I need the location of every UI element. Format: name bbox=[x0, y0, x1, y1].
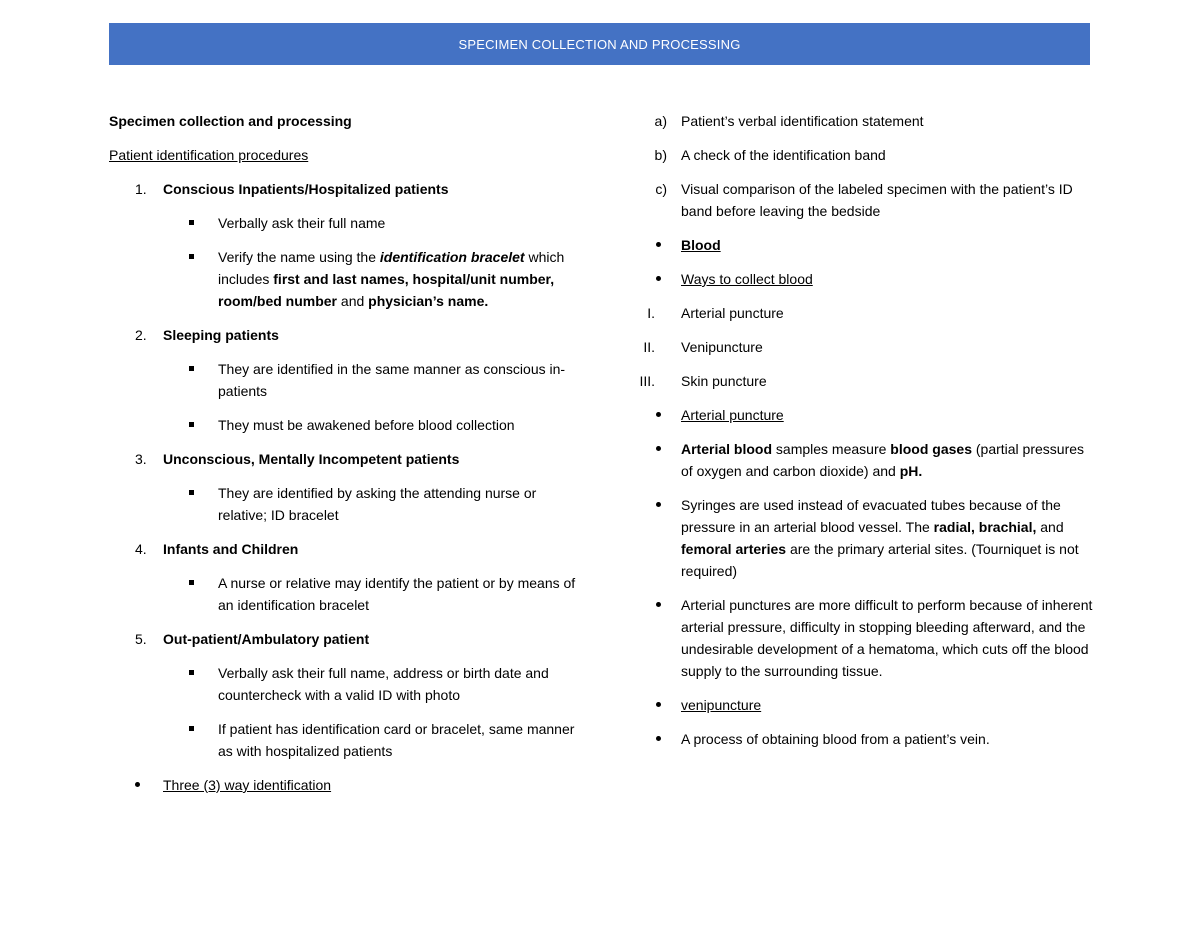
roman-text: Venipuncture bbox=[681, 339, 763, 355]
item-title: Sleeping patients bbox=[163, 327, 279, 343]
square-bullet-icon bbox=[109, 662, 218, 706]
bullet-item bbox=[109, 572, 589, 616]
bullet-item bbox=[109, 358, 589, 402]
item-number: 2. bbox=[135, 327, 147, 343]
page-heading: Specimen collection and processing bbox=[109, 113, 352, 129]
numbered-item bbox=[109, 628, 589, 650]
round-bullet-icon bbox=[620, 728, 681, 750]
lettered-text: Patient’s verbal identification statement bbox=[681, 113, 924, 129]
bullet-item bbox=[620, 694, 1095, 716]
bullet-text: A nurse or relative may identify the patient or by means of an identification bracelet bbox=[218, 575, 576, 613]
roman-numeral: III. bbox=[639, 373, 655, 389]
item-title: Infants and Children bbox=[163, 541, 299, 557]
ways-heading: Ways to collect blood bbox=[681, 271, 813, 287]
roman-text: Skin puncture bbox=[681, 373, 767, 389]
roman-item bbox=[620, 370, 1095, 392]
item-number: 4. bbox=[135, 541, 147, 557]
numbered-item bbox=[109, 538, 589, 560]
item-number: 5. bbox=[135, 631, 147, 647]
item-title: Conscious Inpatients/Hospitalized patients bbox=[163, 181, 449, 197]
bullet-text: A process of obtaining blood from a patient’s vein. bbox=[681, 731, 990, 747]
bullet-item bbox=[109, 774, 589, 796]
lettered-text: Visual comparison of the labeled specimen with the patient’s ID band before leaving the bedside bbox=[681, 181, 1073, 219]
square-bullet-icon bbox=[109, 212, 218, 234]
numbered-item bbox=[109, 448, 589, 470]
bullet-text: Verbally ask their full name bbox=[218, 215, 386, 231]
left-column bbox=[109, 110, 589, 808]
item-title: Unconscious, Mentally Incompetent patients bbox=[163, 451, 460, 467]
bullet-text: They must be awakened before blood collection bbox=[218, 417, 515, 433]
round-bullet-icon bbox=[620, 494, 681, 582]
item-title: Out-patient/Ambulatory patient bbox=[163, 631, 370, 647]
roman-numeral: II. bbox=[643, 339, 655, 355]
bullet-item bbox=[620, 728, 1095, 750]
square-bullet-icon bbox=[109, 414, 218, 436]
document-title: SPECIMEN COLLECTION AND PROCESSING bbox=[458, 36, 741, 52]
bullet-text: Verify the name using the identification bracelet which includes first and last names, hospital/unit number, room/bed number and physician’s name. bbox=[218, 249, 565, 309]
bullet-item bbox=[109, 246, 589, 312]
item-letter: c) bbox=[655, 181, 667, 197]
bullet-text: Syringes are used instead of evacuated tubes because of the pressure in an arterial blood vessel. The radial, brachial, and femoral arteries are the primary arterial sites. (Tourniquet is not required) bbox=[681, 497, 1079, 579]
three-way-heading: Three (3) way identification bbox=[163, 777, 332, 793]
round-bullet-icon bbox=[620, 594, 681, 682]
square-bullet-icon bbox=[109, 246, 218, 312]
lettered-item bbox=[620, 144, 1095, 166]
bullet-text: They are identified by asking the attending nurse or relative; ID bracelet bbox=[218, 485, 537, 523]
arterial-heading: Arterial puncture bbox=[681, 407, 784, 423]
roman-item bbox=[620, 302, 1095, 324]
bullet-item bbox=[109, 414, 589, 436]
square-bullet-icon bbox=[109, 482, 218, 526]
round-bullet-icon bbox=[620, 438, 681, 482]
round-bullet-icon bbox=[620, 404, 681, 426]
lettered-item bbox=[620, 178, 1095, 222]
roman-item bbox=[620, 336, 1095, 358]
square-bullet-icon bbox=[109, 572, 218, 616]
numbered-item bbox=[109, 178, 589, 200]
header-bar bbox=[109, 23, 1090, 65]
round-bullet-icon bbox=[620, 694, 681, 716]
section-subheading: Patient identification procedures bbox=[109, 147, 309, 163]
square-bullet-icon bbox=[109, 358, 218, 402]
bullet-item bbox=[109, 212, 589, 234]
roman-text: Arterial puncture bbox=[681, 305, 784, 321]
item-letter: b) bbox=[654, 147, 667, 163]
round-bullet-icon bbox=[620, 268, 681, 290]
bullet-item bbox=[620, 594, 1095, 682]
right-column bbox=[620, 110, 1095, 762]
bullet-item bbox=[620, 494, 1095, 582]
bullet-item bbox=[109, 718, 589, 762]
bullet-text: Verbally ask their full name, address or birth date and countercheck with a valid ID with photo bbox=[218, 665, 549, 703]
item-number: 3. bbox=[135, 451, 147, 467]
square-bullet-icon bbox=[109, 718, 218, 762]
bullet-item bbox=[109, 482, 589, 526]
bullet-item bbox=[109, 662, 589, 706]
bullet-item bbox=[620, 438, 1095, 482]
bullet-item bbox=[620, 404, 1095, 426]
lettered-item bbox=[620, 110, 1095, 132]
bullet-text: If patient has identification card or bracelet, same manner as with hospitalized patients bbox=[218, 721, 575, 759]
item-number: 1. bbox=[135, 181, 147, 197]
bullet-text: Arterial punctures are more difficult to perform because of inherent arterial pressure, difficulty in stopping bleeding afterward, and the undesirable development of a hematoma, which cuts off the blood supply to the surrounding tissue. bbox=[681, 597, 1093, 679]
venipuncture-heading: venipuncture bbox=[681, 697, 762, 713]
item-letter: a) bbox=[654, 113, 667, 129]
round-bullet-icon bbox=[620, 234, 681, 256]
bullet-text: Arterial blood samples measure blood gases (partial pressures of oxygen and carbon dioxide) and pH. bbox=[681, 441, 1085, 479]
round-bullet-icon bbox=[109, 774, 163, 796]
roman-numeral: I. bbox=[647, 305, 655, 321]
bullet-item bbox=[620, 234, 1095, 256]
lettered-text: A check of the identification band bbox=[681, 147, 886, 163]
bullet-item bbox=[620, 268, 1095, 290]
numbered-item bbox=[109, 324, 589, 346]
blood-heading: Blood bbox=[681, 237, 721, 253]
bullet-text: They are identified in the same manner as conscious in-patients bbox=[218, 361, 566, 399]
